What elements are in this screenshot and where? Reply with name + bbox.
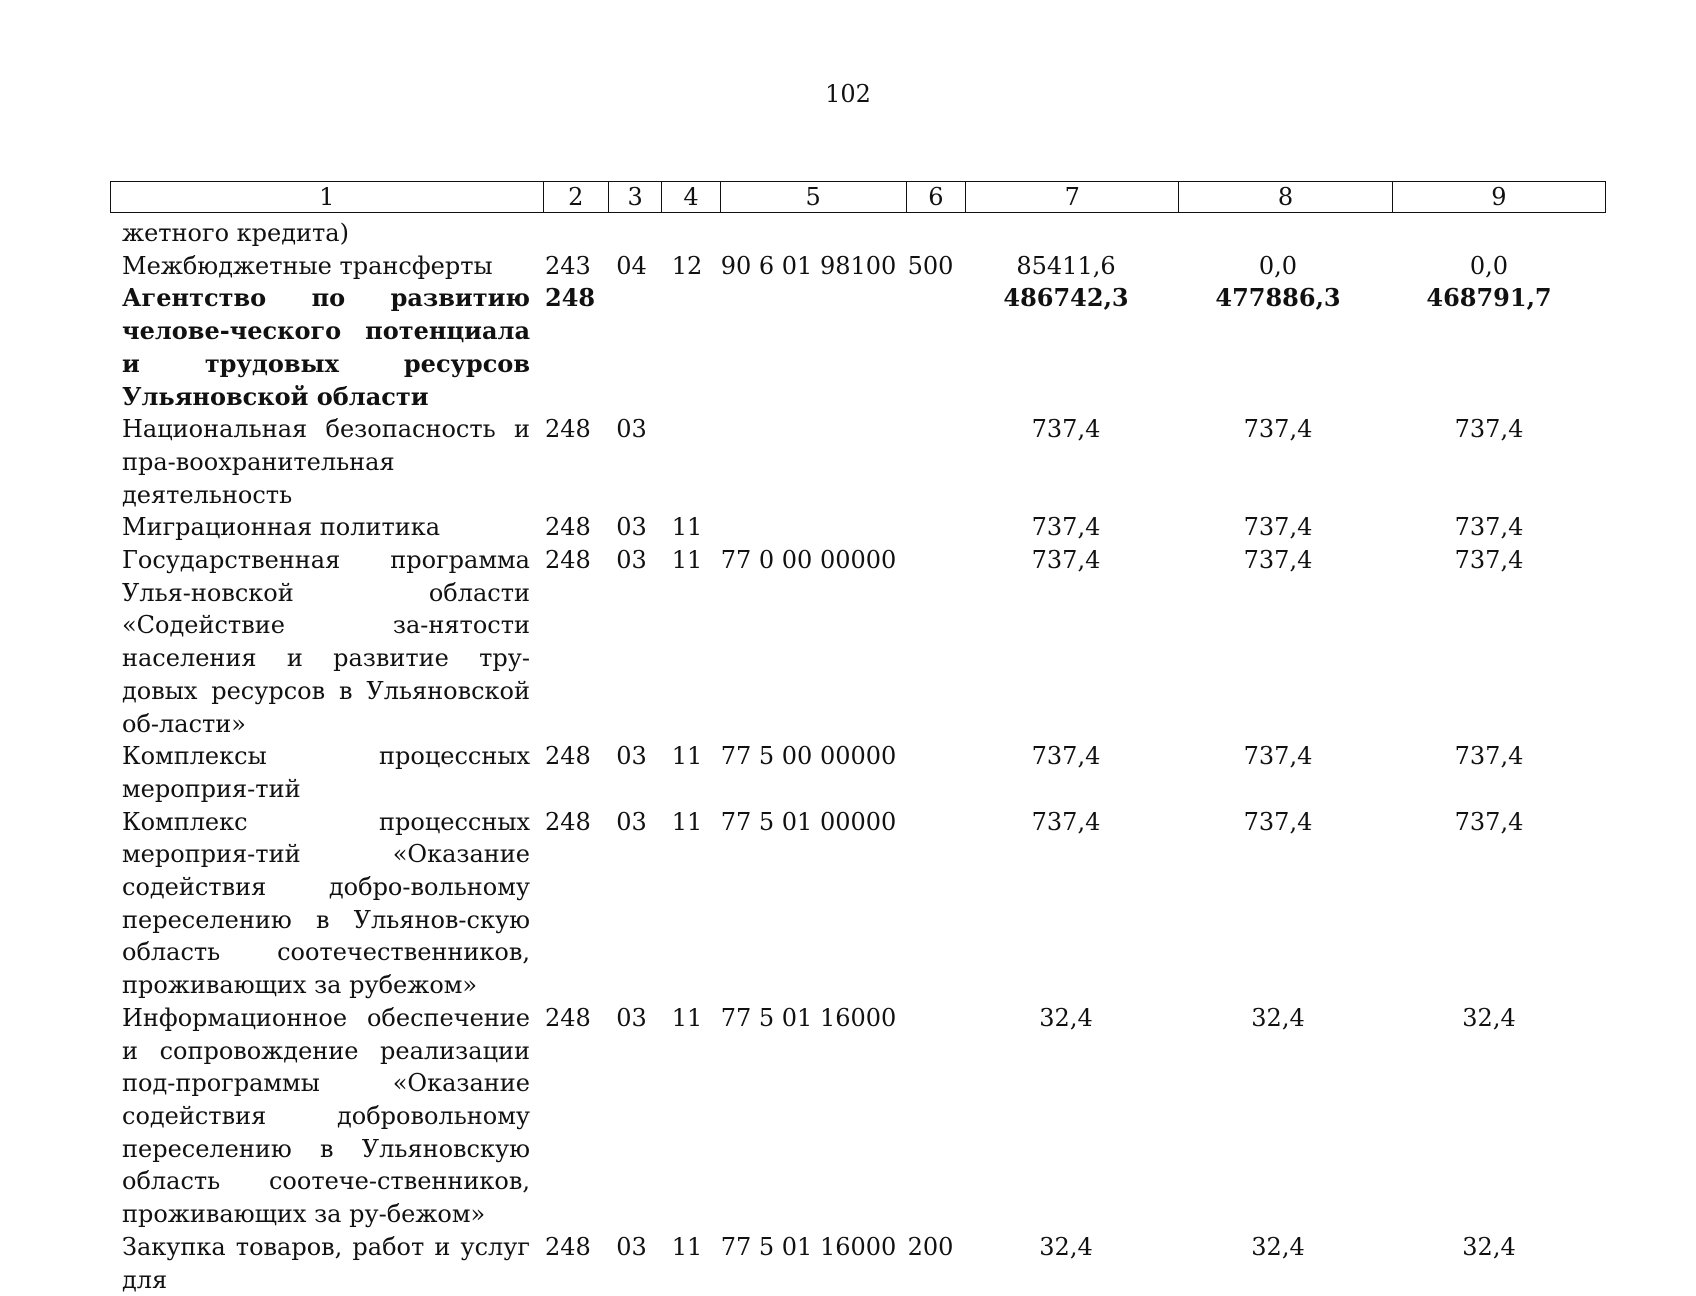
row-name: Агентство по развитию челове-ческого потенциала и трудовых ресурсов Ульяновской области: [122, 283, 530, 411]
cell-amount-9: 737,4: [1454, 415, 1524, 444]
cell-gr: 248: [545, 546, 591, 575]
cell-rz: 03: [616, 546, 647, 575]
cell-gr: 243: [545, 251, 591, 280]
cell-pr: 12: [671, 251, 703, 280]
cell-amount-7: 32,4: [1039, 1232, 1093, 1261]
cell-amount-9: 32,4: [1462, 1003, 1516, 1032]
row-name: Государственная программа Улья-новской области «Содействие за-нятости населения и развитие тру-довых ресурсов в Ульяновской об-ласти»: [122, 546, 530, 738]
cell-csr: 77 5 01 16000: [720, 1003, 897, 1032]
cell-amount-7: 85411,6: [1016, 251, 1116, 280]
page-number: 102: [825, 80, 871, 108]
cell-amount-7: 737,4: [1031, 742, 1101, 771]
column-header: 9: [1392, 182, 1605, 213]
cell-gr: 248: [545, 415, 591, 444]
cell-rz: 04: [616, 251, 647, 280]
cell-amount-9: 737,4: [1454, 807, 1524, 836]
cell-rz: 03: [616, 1232, 647, 1261]
row-name: Комплекс процессных мероприя-тий «Оказание содействия добро-вольному переселению в Ульянов-скую область соотечественников, проживающих за рубежом»: [122, 807, 530, 1000]
cell-pr: 11: [671, 546, 703, 575]
cell-gr: 248: [545, 283, 596, 313]
cell-amount-7: 32,4: [1039, 1003, 1093, 1032]
cell-pr: 11: [671, 513, 703, 542]
cell-amount-7: 737,4: [1031, 807, 1101, 836]
row-name: Миграционная политика: [122, 513, 441, 542]
column-header: 2: [543, 182, 608, 213]
table-row: [110, 413, 1606, 511]
row-name: Закупка товаров, работ и услуг для: [122, 1232, 530, 1294]
cell-rz: 03: [616, 513, 647, 542]
cell-gr: 248: [545, 1232, 591, 1261]
cell-gr: 248: [545, 742, 591, 771]
cell-rz: 03: [616, 415, 647, 444]
cell-amount-7: 486742,3: [1003, 283, 1129, 313]
cell-amount-8: 737,4: [1243, 513, 1313, 542]
table-row: [110, 1002, 1606, 1231]
cell-gr: 248: [545, 1003, 591, 1032]
table-row: [110, 282, 1606, 413]
row-name: Информационное обеспечение и сопровождение реализации под-программы «Оказание содействия добровольному переселению в Ульяновскую область соотече-ственников, проживающих за ру-бежом»: [122, 1003, 530, 1229]
cell-rz: 03: [616, 1003, 647, 1032]
cell-rz: 03: [616, 807, 647, 836]
cell-pr: 11: [671, 1003, 703, 1032]
cell-gr: 248: [545, 807, 591, 836]
cell-amount-8: 32,4: [1251, 1232, 1305, 1261]
row-name: Межбюджетные трансферты: [122, 251, 493, 280]
cell-amount-9: 32,4: [1462, 1232, 1516, 1261]
cell-amount-9: 0,0: [1469, 251, 1509, 280]
cell-amount-9: 468791,7: [1426, 283, 1552, 313]
column-header: 7: [966, 182, 1179, 213]
cell-amount-8: 477886,3: [1215, 283, 1341, 313]
column-header-table: [110, 181, 1606, 213]
cell-pr: 11: [671, 742, 703, 771]
cell-vr: 500: [907, 251, 954, 280]
cell-amount-8: 32,4: [1251, 1003, 1305, 1032]
column-header: 8: [1179, 182, 1392, 213]
cell-amount-7: 737,4: [1031, 546, 1101, 575]
table-row: [110, 1231, 1606, 1296]
cell-amount-8: 737,4: [1243, 546, 1313, 575]
table-row: [110, 806, 1606, 1002]
cell-amount-9: 737,4: [1454, 546, 1524, 575]
row-name: Национальная безопасность и пра-воохранительная деятельность: [122, 415, 530, 509]
table-row: [110, 511, 1606, 544]
column-header: 6: [906, 182, 965, 213]
column-header: 1: [111, 182, 544, 213]
cell-pr: 11: [671, 807, 703, 836]
cell-csr: 77 5 00 00000: [720, 742, 897, 771]
column-header: 5: [720, 182, 906, 213]
table-row: [110, 250, 1606, 283]
table-row: [110, 217, 1606, 250]
cell-vr: 200: [907, 1232, 954, 1261]
cell-rz: 03: [616, 742, 647, 771]
table-row: [110, 544, 1606, 740]
cell-amount-8: 737,4: [1243, 415, 1313, 444]
cell-pr: 11: [671, 1232, 703, 1261]
cell-amount-7: 737,4: [1031, 415, 1101, 444]
column-header: 3: [608, 182, 661, 213]
cell-csr: 90 6 01 98100: [720, 251, 897, 280]
cell-amount-8: 737,4: [1243, 807, 1313, 836]
row-name: Комплексы процессных мероприя-тий: [122, 742, 530, 803]
budget-table-body: [110, 217, 1606, 1296]
cell-amount-7: 737,4: [1031, 513, 1101, 542]
cell-amount-9: 737,4: [1454, 742, 1524, 771]
cell-amount-8: 0,0: [1258, 251, 1298, 280]
column-header-row: [111, 182, 1606, 213]
table-row: [110, 740, 1606, 805]
cell-csr: 77 5 01 16000: [720, 1232, 897, 1261]
cell-csr: 77 5 01 00000: [720, 807, 897, 836]
cell-csr: 77 0 00 00000: [720, 546, 897, 575]
cell-amount-9: 737,4: [1454, 513, 1524, 542]
cell-amount-8: 737,4: [1243, 742, 1313, 771]
column-header: 4: [662, 182, 720, 213]
row-name: жетного кредита): [122, 219, 349, 247]
cell-gr: 248: [545, 513, 591, 542]
